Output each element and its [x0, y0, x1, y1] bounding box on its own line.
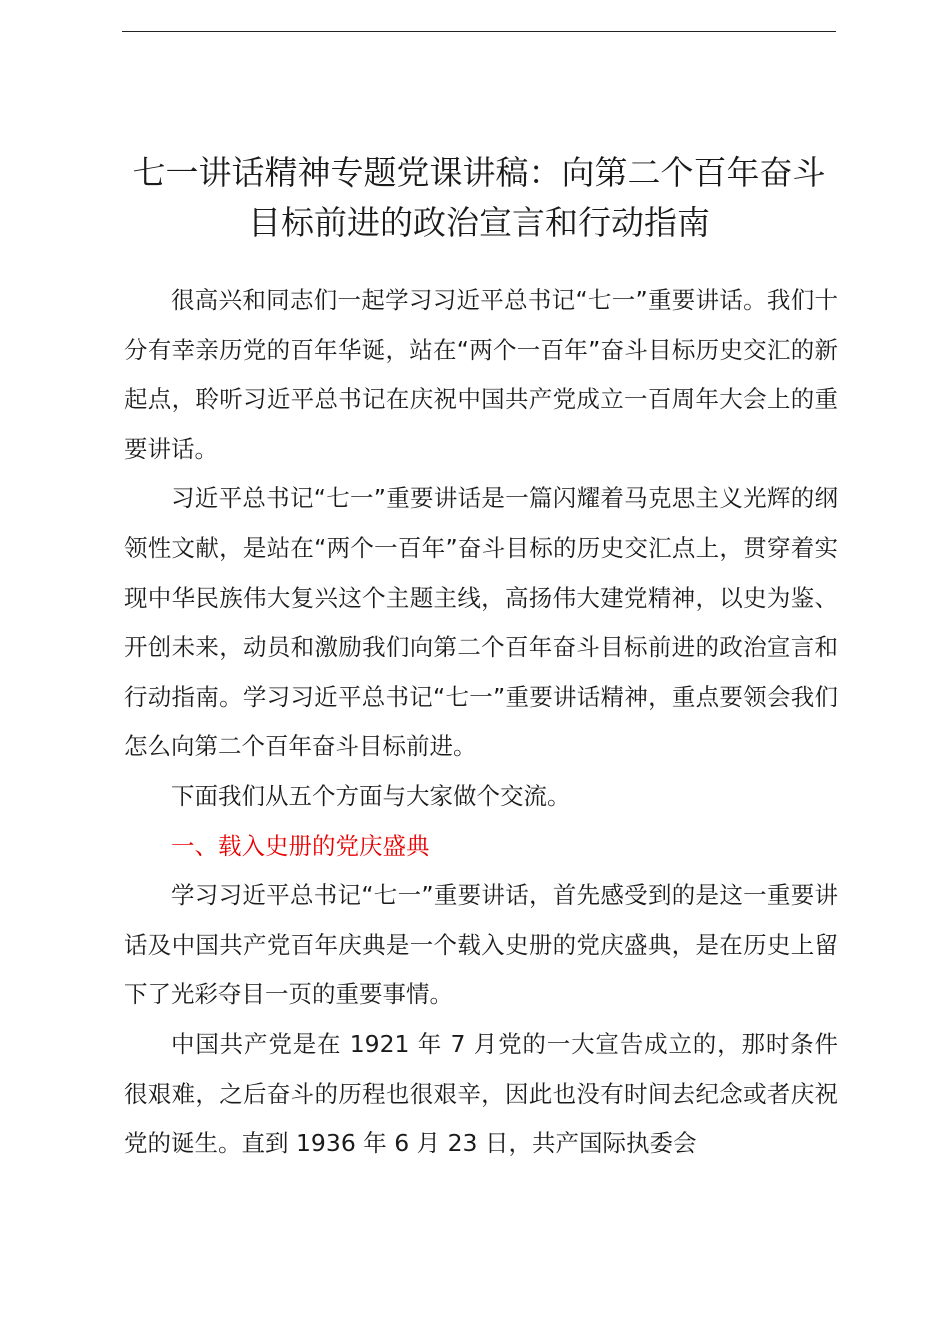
paragraph-section-1: 学习习近平总书记“七一”重要讲话，首先感受到的是这一重要讲话及中国共产党百年庆典是一个载入史册的党庆盛典，是在历史上留下了光彩夺目一页的重要事情。: [124, 881, 838, 1009]
paragraph-section-2: 中国共产党是在 1921 年 7 月党的一大宣告成立的，那时条件很艰难，之后奋斗的历程也很艰辛，因此也没有时间去纪念或者庆祝党的诞生。直到 1936 年 6 月 23 日，共产国际执委会: [124, 1029, 838, 1158]
document-body: [124, 276, 838, 1169]
paragraph-outline: 下面我们从五个方面与大家做个交流。: [171, 781, 571, 810]
paragraph-overview: 习近平总书记“七一”重要讲话是一篇闪耀着马克思主义光辉的纲领性文献，是站在“两个一百年”奋斗目标的历史交汇点上，贯穿着实现中华民族伟大复兴这个主题主线，高扬伟大建党精神，以史为鉴、开创未来，动员和激励我们向第二个百年奋斗目标前进的政治宣言和行动指南。学习习近平总书记“七一”重要讲话精神，重点要领会我们怎么向第二个百年奋斗目标前进。: [124, 484, 838, 761]
section-heading: 一、载入史册的党庆盛典: [171, 831, 430, 860]
document-title: 七一讲话精神专题党课讲稿：向第二个百年奋斗目标前进的政治宣言和行动指南: [132, 153, 826, 242]
paragraph-intro: 很高兴和同志们一起学习习近平总书记“七一”重要讲话。我们十分有幸亲历党的百年华诞，站在“两个一百年”奋斗目标历史交汇的新起点，聆听习近平总书记在庆祝中国共产党成立一百周年大会上的重要讲话。: [124, 286, 838, 463]
header-rule: [122, 31, 836, 32]
